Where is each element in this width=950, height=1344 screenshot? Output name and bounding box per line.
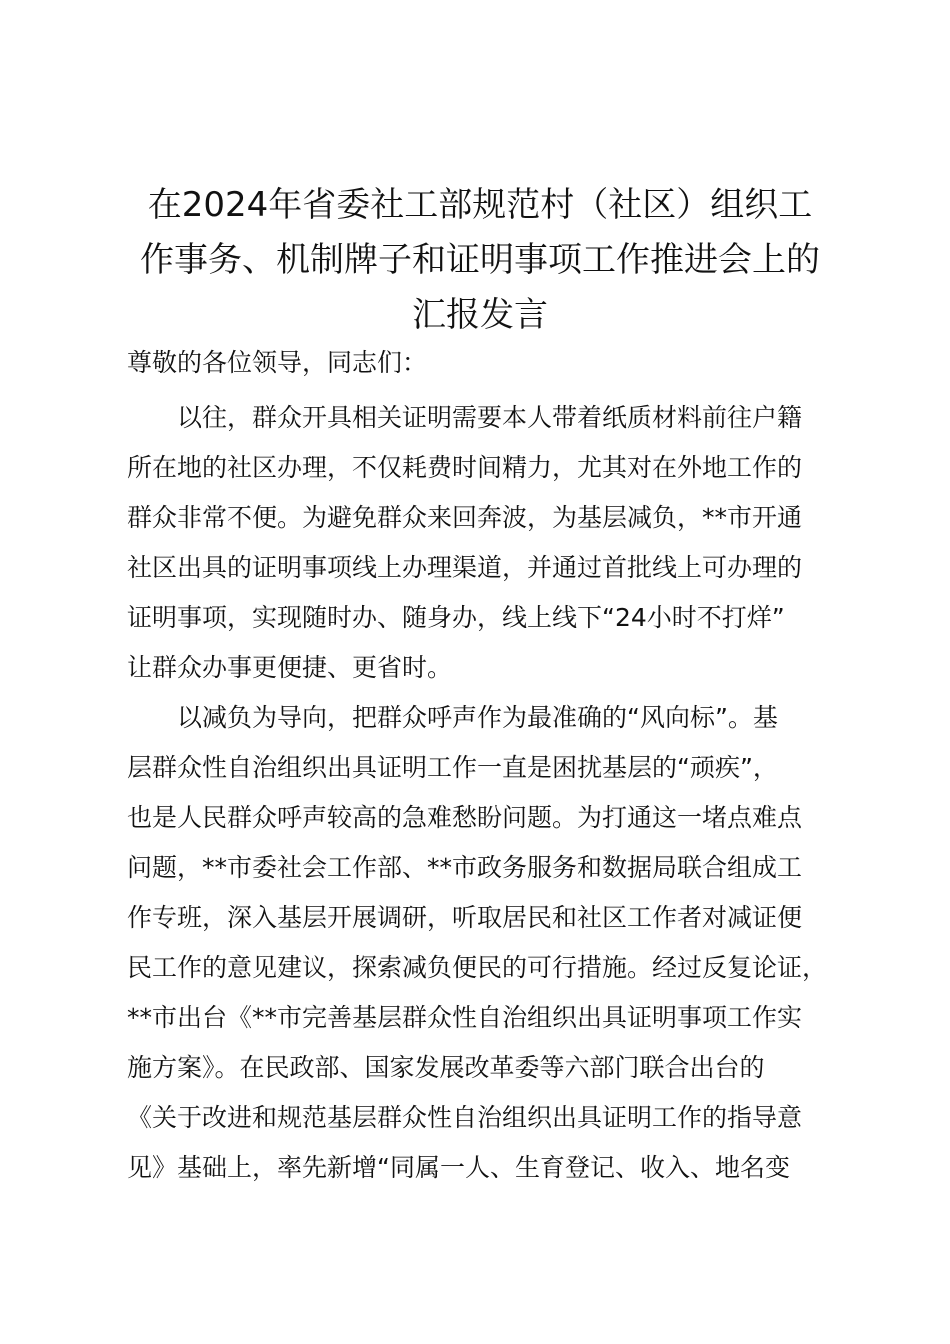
title-line: 作事务、机制牌子和证明事项工作推进会上的 [140, 240, 820, 280]
text-line: 民工作的意见建议，探索减负便民的可行措施。经过反复论证， [127, 953, 828, 982]
text-line: 所在地的社区办理，不仅耗费时间精力，尤其对在外地工作的 [127, 453, 803, 482]
document-page [127, 178, 833, 1193]
text-line: 施方案》。在民政部、国家发展改革委等六部门联合出台的 [127, 1053, 765, 1082]
text-line: 层群众性自治组织出具证明工作一直是困扰基层的“顽疾”， [127, 753, 778, 782]
text-line: 证明事项，实现随时办、随身办，线上线下“24小时不打烊” [127, 603, 785, 632]
text-line: 也是人民群众呼声较高的急难愁盼问题。为打通这一堵点难点 [127, 803, 803, 832]
title-line: 汇报发言 [412, 295, 548, 335]
text-line: 见》基础上，率先新增“同属一人、生育登记、收入、地名变 [127, 1153, 790, 1182]
text-line: 问题，**市委社会工作部、**市政务服务和数据局联合组成工 [127, 853, 803, 882]
paragraph-2 [127, 693, 833, 1193]
text-line: **市出台《**市完善基层群众性自治组织出具证明事项工作实 [127, 1003, 803, 1032]
text-line: 以往，群众开具相关证明需要本人带着纸质材料前往户籍 [177, 403, 803, 432]
document-body [127, 343, 833, 1193]
text-line: 社区出具的证明事项线上办理渠道，并通过首批线上可办理的 [127, 553, 803, 582]
salutation: 尊敬的各位领导，同志们： [127, 348, 428, 377]
title-line: 在2024年省委社工部规范村（社区）组织工 [147, 185, 813, 225]
text-line: 作专班，深入基层开展调研，听取居民和社区工作者对减证便 [127, 903, 803, 932]
paragraph-1 [127, 393, 833, 693]
text-line: 以减负为导向，把群众呼声作为最准确的“风向标”。基 [177, 703, 778, 732]
text-line: 群众非常不便。为避免群众来回奔波，为基层减负，**市开通 [127, 503, 803, 532]
text-line: 让群众办事更便捷、更省时。 [127, 653, 453, 682]
text-line: 《关于改进和规范基层群众性自治组织出具证明工作的指导意 [127, 1103, 803, 1132]
document-title [127, 178, 833, 343]
